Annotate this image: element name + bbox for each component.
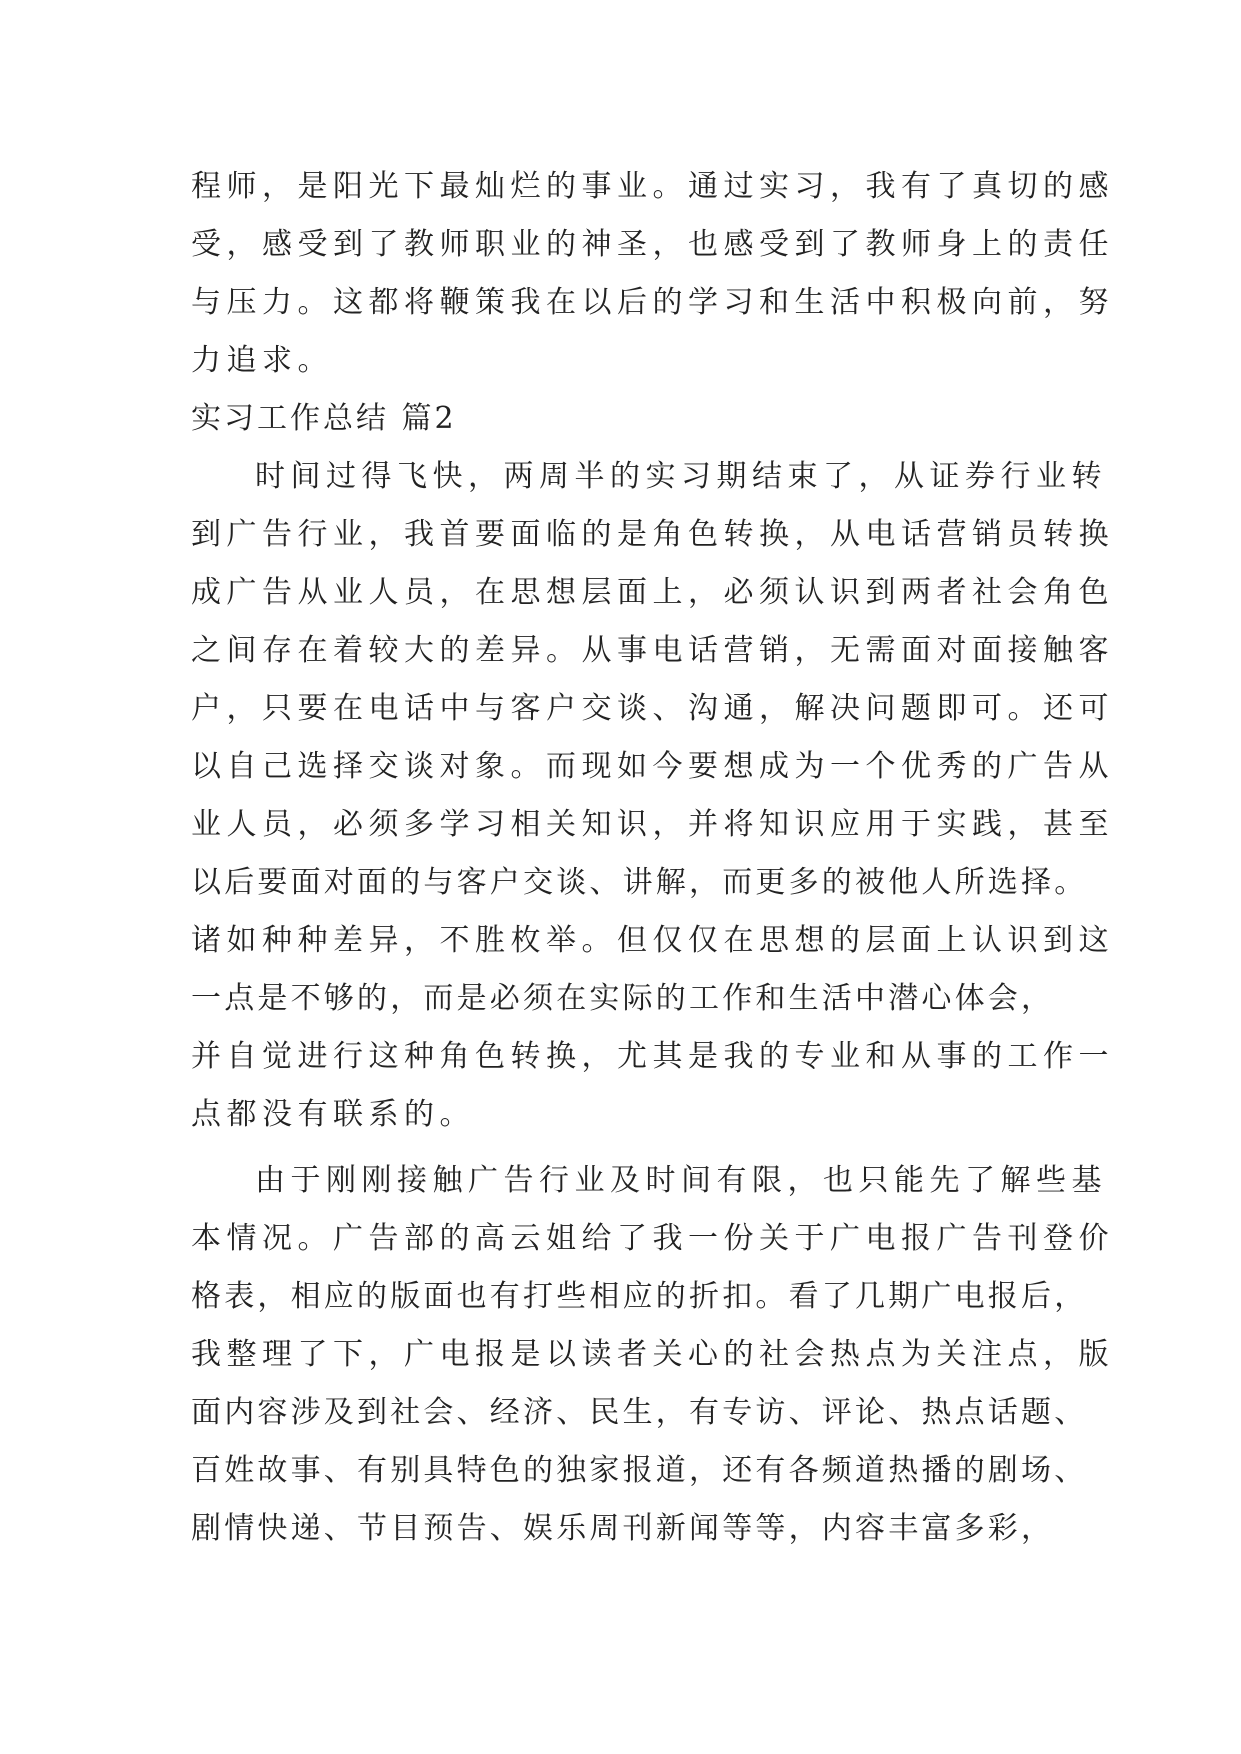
text-line: 程师，是阳光下最灿烂的事业。通过实习，我有了真切的感: [191, 169, 1114, 204]
text-line: 并自觉进行这种角色转换，尤其是我的专业和从事的工作一: [191, 1039, 1114, 1074]
text-line: 时间过得飞快，两周半的实习期结束了，从证券行业转: [255, 459, 1107, 494]
text-line: 剧情快递、节目预告、娱乐周刊新闻等等，内容丰富多彩，: [191, 1511, 1055, 1546]
text-line: 以后要面对面的与客户交谈、讲解，而更多的被他人所选择。: [191, 865, 1088, 900]
text-line: 业人员，必须多学习相关知识，并将知识应用于实践，甚至: [191, 807, 1114, 842]
paragraph-gap: [191, 1144, 1055, 1152]
text-line: 成广告从业人员，在思想层面上，必须认识到两者社会角色: [191, 575, 1114, 610]
text-line: 以自己选择交谈对象。而现如今要想成为一个优秀的广告从: [191, 749, 1114, 784]
text-line: 百姓故事、有别具特色的独家报道，还有各频道热播的剧场、: [191, 1453, 1088, 1488]
paragraph: [191, 448, 1114, 1144]
text-line: 点都没有联系的。: [191, 1097, 475, 1132]
text-line: 格表，相应的版面也有打些相应的折扣。看了几期广电报后，: [191, 1279, 1088, 1314]
text-line: 到广告行业，我首要面临的是角色转换，从电话营销员转换: [191, 517, 1114, 552]
text-line: 受，感受到了教师职业的神圣，也感受到了教师身上的责任: [191, 227, 1114, 262]
text-line: 户，只要在电话中与客户交谈、沟通，解决问题即可。还可: [191, 691, 1114, 726]
paragraph-continued: [191, 158, 1114, 390]
text-line: 一点是不够的，而是必须在实际的工作和生活中潜心体会，: [191, 981, 1055, 1016]
text-line: 力追求。: [191, 343, 333, 378]
text-line: 由于刚刚接触广告行业及时间有限，也只能先了解些基: [255, 1163, 1107, 1198]
text-line: 之间存在着较大的差异。从事电话营销，无需面对面接触客: [191, 633, 1114, 668]
paragraph: [191, 1152, 1114, 1558]
section-heading: 实习工作总结 篇2: [191, 401, 457, 436]
text-line: 本情况。广告部的高云姐给了我一份关于广电报广告刊登价: [191, 1221, 1114, 1256]
text-line: 与压力。这都将鞭策我在以后的学习和生活中积极向前，努: [191, 285, 1114, 320]
text-line: 诸如种种差异，不胜枚举。但仅仅在思想的层面上认识到这: [191, 923, 1114, 958]
text-line: 我整理了下，广电报是以读者关心的社会热点为关注点，版: [191, 1337, 1114, 1372]
document-body: [191, 158, 1114, 1558]
text-line: 面内容涉及到社会、经济、民生，有专访、评论、热点话题、: [191, 1395, 1088, 1430]
